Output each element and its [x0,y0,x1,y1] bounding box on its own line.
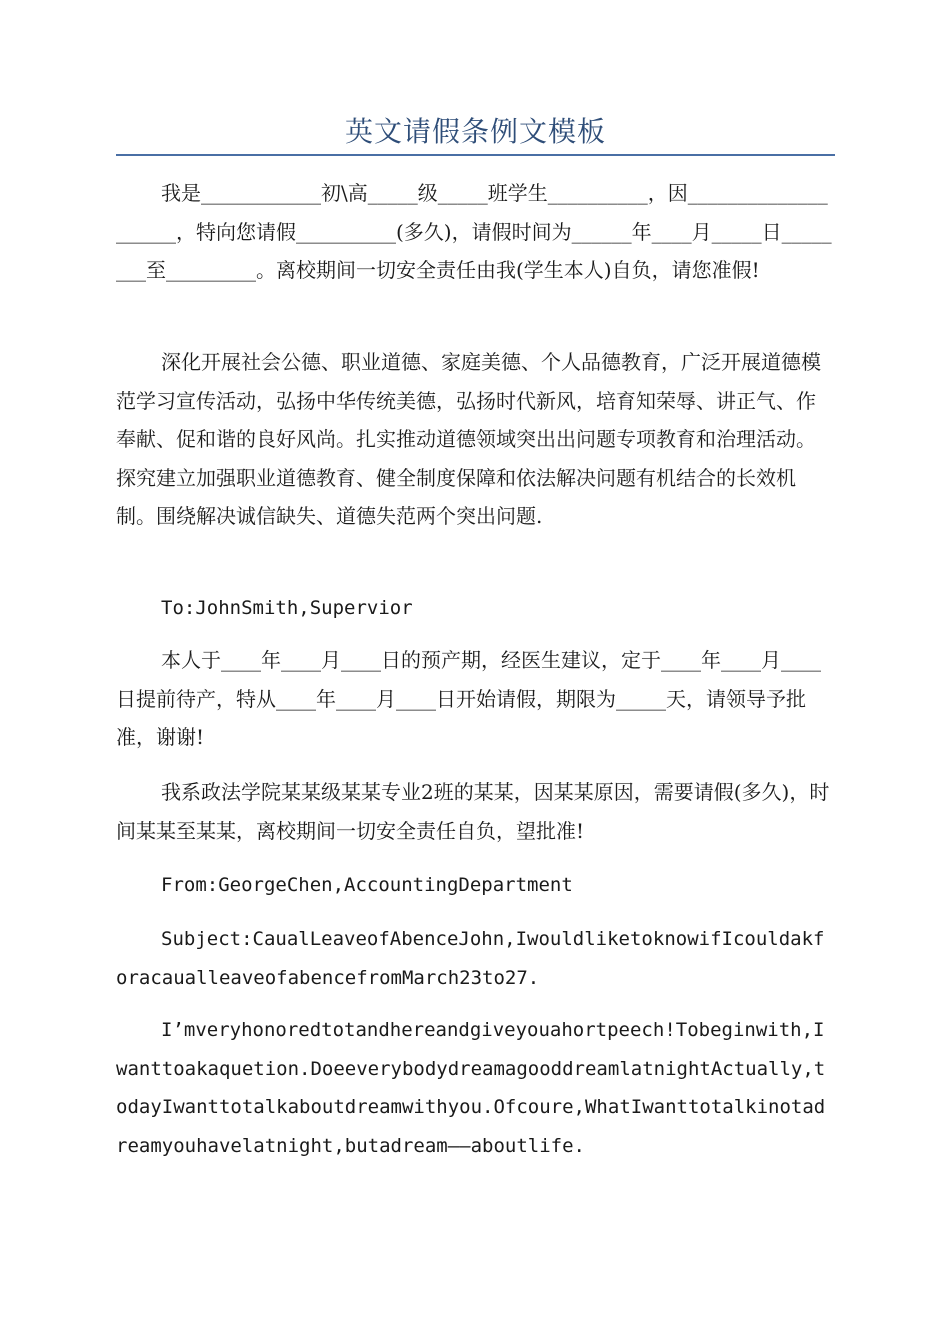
moral-education-paragraph: 深化开展社会公德、职业道德、家庭美德、个人品德教育，广泛开展道德模范学习宣传活动，弘扬中华传统美德，弘扬时代新风，培育知荣辱、讲正气、作奉献、促和谐的良好风尚。扎实推动道德领域突出出问题专项教育和治理活动。探究建立加强职业道德教育、健全制度保障和依法解决问题有机结合的长效机制。围绕解决诚信缺失、道德失范两个突出问题. [116,350,821,528]
from-line: From:GeorgeChen,AccountingDepartment [161,874,573,896]
title-underline [116,154,835,156]
document-title: 英文请假条例文模板 [344,115,606,148]
subject-paragraph: Subject:CaualLeaveofAbenceJohn,IwouldliketoknowifIcouldakforacaualleaveofabencefromMarch23to27. [116,928,825,989]
college-leave-paragraph: 我系政法学院某某级某某专业2班的某某，因某某原因，需要请假(多久)，时间某某至某某，离校期间一切安全责任自负，望批准! [116,780,830,843]
to-line: To:JohnSmith,Supervior [161,597,413,619]
speech-paragraph: I’mveryhonoredtotandhereandgiveyouahortpeech!Tobeginwith,Iwanttoakaquetion.DoeeverybodydreamagooddreamlatnightActually,todayIwanttotalkaboutdreamwithyou.Ofcoure,WhatIwanttotalkinotadreamyouhavelatnight,butadream——aboutlife. [116,1019,826,1157]
student-leave-paragraph: 我是____________初\高_____级_____班学生__________，因____________________，特向您请假__________(多久)，请假时间为______年____月_____日________至_________。离校期间一切安全责任由我(学生本人)自负，请您准假! [116,181,832,282]
maternity-leave-paragraph: 本人于____年____月____日的预产期，经医生建议，定于____年____月____日提前待产，特从____年____月____日开始请假，期限为_____天，请领导予批准，谢谢! [116,648,821,749]
